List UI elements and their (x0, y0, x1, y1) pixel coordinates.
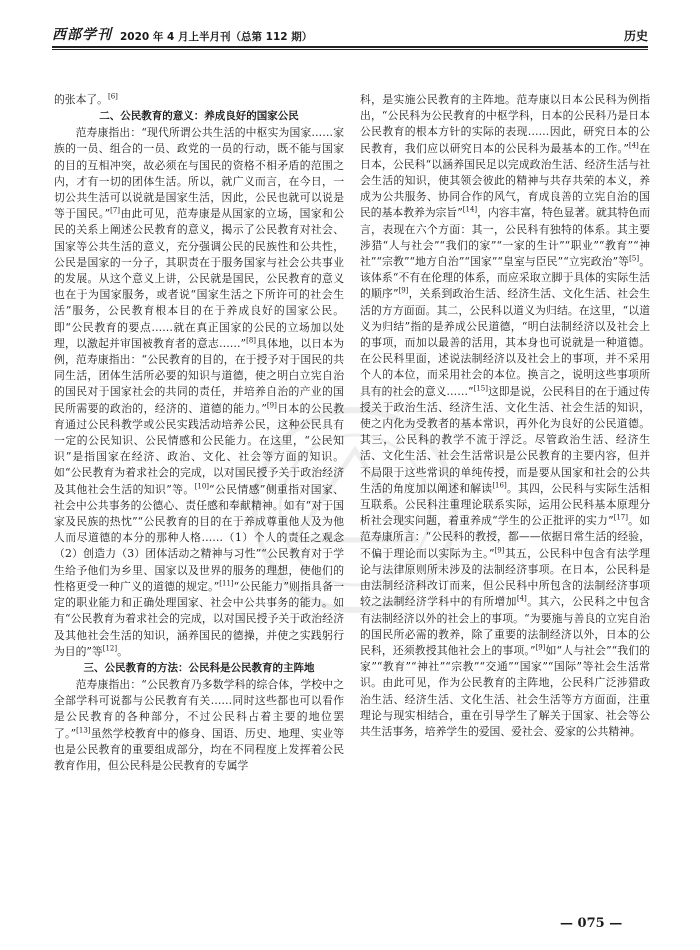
paragraph-text: 日本的公民教育通过公民科教学或公民实践活动培养公民，这种公民具有一定的公民知识、公民情感和公民能力。在这里，“公民知识”是指国家在经济、政治、文化、社会等方面的知识。如“公民教育为着求社会的完成，以对国民授予关于政治经济及其他社会生活的知识”等。 (54, 401, 345, 496)
paragraph-text: ，关系到政治生活、经济生活、文化生活、社会生活的方方面面。其二，公民科以道义为归结。在这里，“以道义为归结”指的是养成公民道德，“明白法制经济以及社会上的事项，而加以最善的活用，其本身也可说就是一种道德。在公民科里面，述说法制经济以及社会上的事项，并不采用个人的本位，而采用社会的本位。换言之，说明这些事项所具有的社会的意义……” (360, 287, 650, 398)
paragraph-text: 具体地，以日本为例，范寿康指出：“公民教育的目的，在于授予对于国民的共同生活，团体生活所必要的知识与道德，使之明白立宪自治的国民对于国家社会的共同的责任，并培养自治的产业的国民所需要的政治的，经济的、道德的能力。” (54, 336, 344, 415)
section-heading: 二、公民教育的意义：养成良好的国家公民 (99, 110, 299, 123)
body-paragraph (54, 92, 344, 108)
section-label: 历史 (623, 29, 648, 43)
paragraph-text: ，内容丰富，特色显著。就其特色而言，表现在六个方面：其一，公民科有独特的体系。其主要涉猎“人与社会”“我们的家”“一家的生计”“职业”“教育”“神社”“宗教”“地方自治”“国家”“皇室与臣民”“立宪政治”等 (360, 206, 650, 269)
paragraph-text: 范寿康指出：“公民教育乃多数学科的综合体，学校中之全部学科可说都与公民教育有关……同时这些都也可以看作是公民教育的各种部分，不过公民科占着主要的地位罢了。” (54, 677, 344, 740)
paragraph-text: 。该体系“不有在伦理的体系，而应采取立脚于具体的实际生活的顺序” (360, 255, 651, 301)
citation-ref: [15] (473, 384, 488, 393)
citation-ref: [17] (613, 513, 628, 522)
journal-logo: 西部学刊 (52, 27, 112, 43)
paragraph-text: 。其六，公民科之中包含有法制经济以外的社会上的事项。“为要施与善良的立宪自治的国民所必需的教养，除了重要的法制经济以外，日本的公民科，还须教授其他社会上的事项。” (360, 595, 650, 657)
paragraph-text: 的张本了。 (54, 93, 108, 106)
citation-ref: [7] (110, 206, 121, 215)
citation-ref: [6] (107, 92, 118, 101)
paragraph-text: 这即是说，公民科目的在于通过传授关于政治生活、经济生活、文化生活、社会生活的知识，使之内化为受教者的基本常识，再外化为良好的公民道德。其三，公民科的教学不流于浮泛。尽管政治生活、经济生活、文化生活、社会生活常识是公民教育的主要内容，但并不局限于这些常识的单纯传授，而是要从国家和社会的公共生活的角度加以阐述和解读 (360, 384, 651, 495)
citation-ref: [9] (535, 643, 546, 652)
citation-ref: [9] (398, 286, 409, 295)
body-paragraph (54, 125, 344, 660)
page-header (52, 22, 648, 44)
citation-ref: [8] (246, 336, 257, 345)
citation-ref: [9] (266, 401, 277, 410)
body-paragraph (360, 92, 650, 740)
paragraph-text: “公民能力”则指具备一定的职业能力和正确处理国家、社会中公共事务的能力。如有“公民教育为着求社会的完成，以对国民授予关于政治经济及其他社会生活的知识，涵养国民的德操，并使之实践躬行为目的”等 (54, 579, 344, 658)
page-number: — 075 — (560, 916, 623, 931)
citation-ref: [13] (76, 725, 91, 734)
citation-ref: [11] (219, 579, 234, 588)
left-column (54, 92, 344, 774)
paragraph-text: 。 (117, 644, 128, 658)
paragraph-text: 科，是实施公民教育的主阵地。范寿康以日本公民科为例指出，“公民科为公民教育的中枢学科，日本的公民科乃是日本公民教育的根本方针的实际的表现……因此，研究日本的公民教育，我们应以研究日本的公民科为最基本的工作。” (360, 93, 650, 155)
header-rule-thick (52, 46, 648, 48)
citation-ref: [4] (516, 594, 527, 603)
section-heading: 三、公民教育的方法：公民科是公民教育的主阵地 (83, 661, 315, 674)
citation-ref: [5] (629, 254, 640, 263)
paragraph-text: 其五，公民科中包含有法学理论与法律原则所未涉及的法制经济事项。在日本，公民科是由法制经济科改订而来，但公民科中所包含的法制经济事项较之法制经济学科中的有所增加 (360, 546, 650, 609)
paragraph-text: 在日本，公民科“以涵养国民足以完成政治生活、经济生活与社会生活的知识，使其领会彼此的精神与共存共荣的本义，养成为公共服务、协同合作的风气，育成良善的立宪自治的国民的基本教养为宗旨” (360, 141, 650, 220)
body-paragraph (54, 677, 344, 774)
paragraph-text: 如“人与社会”“我们的家”“教育”“神社”“宗教”“交通”“国家”“国际”等社会生活常识。由此可见，作为公民教育的主阵地，公民科广泛涉猎政治生活、经济生活、文化生活、社会生活等方方面面，注重理论与现实相结合，重在引导学生了解关于国家、社会等公共生活事务，培养学生的爱国、爱社会、爱家的公共精神。 (360, 643, 650, 738)
citation-ref: [12] (102, 644, 118, 653)
paragraph-text: 范寿康指出：“现代所谓公共生活的中枢实为国家……家族的一员、组合的一员、政党的一员的行动，既不能与国家的目的互相冲突，故必须在与国民的资格不相矛盾的范围之内，才有一切的团体生活。所以，就广义而言，在今日，一切公共生活可以说就是国家生活，因此，公民也就可以说是等于国民。” (54, 126, 344, 221)
citation-ref: [10] (194, 482, 210, 491)
header-left (52, 24, 312, 44)
citation-ref: [16] (492, 481, 507, 490)
citation-ref: [14] (462, 205, 478, 214)
header-rule-thin (52, 49, 648, 50)
paragraph-text: 。如范寿康所言：“公民科的教授，都——依据日常生活的经验，不偏于理论而以实际为主。” (360, 514, 650, 560)
issue-info: 2020 年 4 月上半月刊（总第 112 期） (120, 31, 313, 43)
paragraph-text: 由此可见，范寿康是从国家的立场，国家和公民的关系上阐述公民教育的意义，揭示了公民教育对社会、国家等公共生活的意义，充分强调公民的民族性和公共性，公民是国家的一分子，其职责在于服务国家与社会公共事业的发展。从这个意义上讲，公民就是国民，公民教育的意义也在于为国家服务，或者说“国家生活之下所许可的社会生活”服务，公民教育根本目的在于养成良好的国家公民。即“公民教育的要点……就在真正国家的公民的立场加以处理，以激起并审国被教育者的意志……” (54, 207, 345, 350)
paragraph-text: 虽然学校教育中的修身、国语、历史、地理、实业等也是公民教育的重要组成部分，均在不同程度上发挥着公民教育作用，但公民科是公民教育的专属学 (54, 726, 345, 772)
citation-ref: [9] (494, 546, 505, 555)
right-column (360, 92, 650, 740)
paragraph-text: 。其四，公民科与实际生活相互联系。公民科注重理论联系实际，运用公民科基本原理分析社会现实问题，着重养成“学生的公正批评的实力” (360, 481, 651, 528)
citation-ref: [4] (628, 141, 639, 150)
paragraph-text: “公民情感”侧重指对国家、社会中公共事务的公德心、责任感和奉献精神。如有“对于国家及民族的热忱”“公民教育的目的在于养成尊重他人及为他人而尽道德的本分的那种人格……（1）个人的责任之观念（2）创造力（3）团体活动之精神与习性”“公民教育对于学生给予他们为乡里、国家以及世界的服务的理想，使他们的性格更受一种广义的道德的规定。” (54, 482, 344, 593)
